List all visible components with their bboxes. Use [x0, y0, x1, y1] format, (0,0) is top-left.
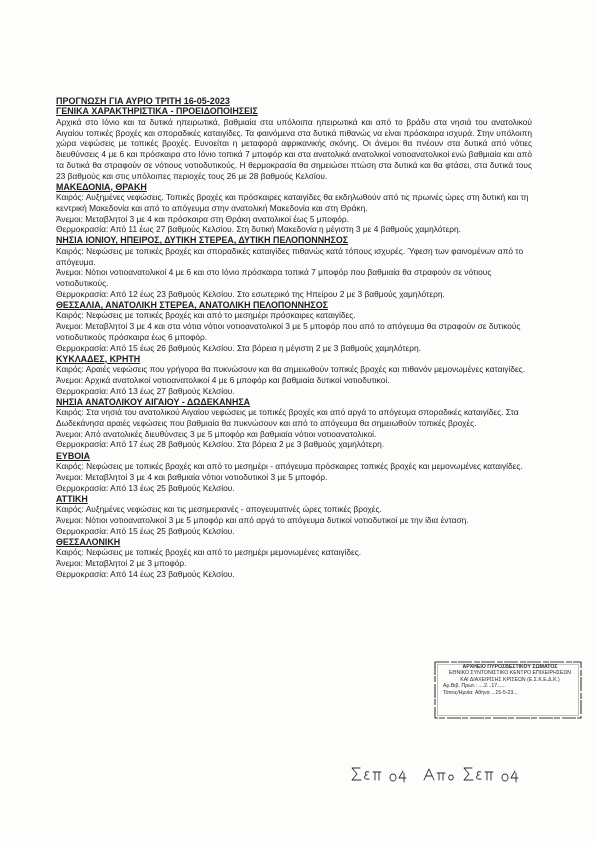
section-temperature: Θερμοκρασία: Από 15 έως 26 βαθμούς Κελσίου. Στα βόρεια η μέγιστη 2 με 3 βαθμούς χαμηλότερη. [56, 342, 421, 353]
section-weather: Καιρός: Αραιές νεφώσεις που γρήγορα θα πυκνώσουν και θα σημειωθούν τοπικές βροχές και πιθανόν μεμονωμένες καταιγίδες. [56, 364, 526, 375]
section-weather: Καιρός: Νεφώσεις με τοπικές βροχές και από το μεσημέρι μεμονωμένες καταιγίδες. [56, 547, 362, 558]
section-weather: Καιρός: Νεφώσεις με τοπικές βροχές και από το μεσημέρι - απόγευμα πρόσκαιρες τοπικές βροχές και μεμονωμένες καταιγίδες. [56, 461, 523, 472]
section-temperature: Θερμοκρασία: Από 11 έως 27 βαθμούς Κελσίου. Στη δυτική Μακεδονία η μέγιστη 3 με 4 βαθμούς χαμηλότερη. [56, 224, 461, 235]
section-weather: Καιρός: Νεφώσεις με τοπικές βροχές και από το μεσημέρι πρόσκαιρες καταιγίδες. [56, 310, 356, 321]
section-temperature: Θερμοκρασία: Από 15 έως 25 βαθμούς Κελσίου. [56, 525, 235, 536]
section-wind: Άνεμοι: Μεταβλητοί 3 με 4 και βαθμιαία νότιοι νοτιοδυτικοί 3 με 5 μποφόρ. [56, 471, 328, 482]
document-body [56, 96, 532, 579]
section-weather: Καιρός: Νεφώσεις με τοπικές βροχές και σποραδικές καταιγίδες πιθανώς κατά τόπους ισχυρές. Ύφεση των φαινομένων από το απόγευμα. [56, 245, 524, 267]
section-heading: ΝΗΣΙΑ ΑΝΑΤΟΛΙΚΟΥ ΑΙΓΑΙΟΥ - ΔΩΔΕΚΑΝΗΣΑ [56, 396, 251, 407]
section-wind: Άνεμοι: Μεταβλητοί 2 με 3 μποφόρ. [56, 558, 187, 569]
section-temperature: Θερμοκρασία: Από 14 έως 23 βαθμούς Κελσίου. [56, 568, 235, 579]
section-temperature: Θερμοκρασία: Από 17 έως 28 βαθμούς Κελσίου. Στα βόρεια 2 με 3 βαθμούς χαμηλότερη. [56, 439, 385, 450]
forecast-title: ΠΡΟΓΝΩΣΗ ΓΙΑ ΑΥΡΙΟ ΤΡΙΤΗ 16-05-2023 [56, 96, 230, 106]
section-weather: Καιρός: Αυξημένες νεφώσεις και τις μεσημεριανές - απογευματινές ώρες τοπικές βροχές. [56, 504, 382, 515]
section-weather: Καιρός: Στα νησιά του ανατολικού Αιγαίου νεφώσεις με τοπικές βροχές και από αργά το απόγευμα σποραδικές καταιγίδες. Στα Δωδεκάνησα αραιές νεφώσεις που βαθμιαία θα πυκνώσουν και από το απόγευμα θα σημειωθούν τοπικές βροχές. [56, 407, 519, 429]
section-heading: ΑΤΤΙΚΗ [56, 493, 88, 504]
section-wind: Άνεμοι: Από ανατολικές διευθύνσεις 3 με 5 μποφόρ και βαθμιαία νότιοι νοτιοανατολικοί. [56, 428, 377, 439]
section-wind: Άνεμοι: Μεταβλητοί 3 με 4 και πρόσκαιρα στη Θράκη ανατολικοί έως 5 μποφόρ. [56, 213, 349, 224]
section-heading: ΕΥΒΟΙΑ [56, 450, 91, 461]
section-wind: Άνεμοι: Νότιοι νοτιοανατολικοί 3 με 5 μποφόρ και από αργά το απόγευμα δυτικοί νοτιοδυτικοί με την ίδια ένταση. [56, 514, 469, 525]
general-paragraph: Αρχικά στο Ιόνιο και τα δυτικά ηπειρωτικά, βαθμιαία στα υπόλοιπα ηπειρωτικά και από το βράδυ στα νησιά του ανατολικού Αιγαίου τοπικές βροχές και σποραδικές καταιγίδες. Τα φαινόμενα στα δυτικά πιθανώς να είναι πρόσκαιρα ισχυρά. Στην υπόλοιπη χώρα νεφώσεις με τοπικές βροχές. Ευνοείται η μεταφορά αφρικανικής σκόνης. Οι άνεμοι θα πνέουν στα δυτικά από νότιες διευθύνσεις 4 με 6 και πρόσκαιρα στο Ιόνιο τοπικά 7 μποφόρ και στα ανατολικά ανατολικοί νοτιοανατολικοί ενώ βαθμιαία και από τα δυτικά θα στραφούν σε νότιους νοτιοδυτικούς. Η θερμοκρασία θα σημειώσει πτώση στα δυτικά και θα φτάσει, στα δυτικά τους 23 βαθμούς και στις υπόλοιπες περιοχές τους 26 με 28 βαθμούς Κελσίου. [56, 116, 532, 181]
stamp-line: Τόπος/Ημνία: Αθήνα ...15-5-23... [443, 689, 518, 696]
section-temperature: Θερμοκρασία: Από 13 έως 25 βαθμούς Κελσίου. [56, 482, 235, 493]
section-temperature: Θερμοκρασία: Από 12 έως 23 βαθμούς Κελσίου. Στο εσωτερικό της Ηπείρου 2 με 3 βαθμούς χαμηλότερη. [56, 288, 445, 299]
stamp-line: Αρ.Βιβ. Πρωτ.: ....2...17...... [443, 683, 506, 690]
stamp-line: ΚΑΙ ΔΙΑΧΕΙΡΙΣΗΣ ΚΡΙΣΕΩΝ (Ε.Σ.Κ.Ε.Δ.Κ.) [460, 676, 560, 683]
handwritten-note [346, 758, 536, 792]
section-heading: ΜΑΚΕΔΟΝΙΑ, ΘΡΑΚΗ [56, 181, 147, 192]
stamp-line: ΑΡΧΗΕΙΟ ΠΥΡΟΣΒΕΣΤΙΚΟΥ ΣΩΜΑΤΟΣ [462, 664, 558, 670]
section-temperature: Θερμοκρασία: Από 13 έως 27 βαθμούς Κελσίου. [56, 385, 235, 396]
section-wind: Άνεμοι: Αρχικά ανατολικοί νοτιοανατολικοί 4 με 6 μποφόρ και βαθμιαία δυτικοί νοτιοδυτικοί. [56, 374, 390, 385]
section-weather: Καιρός: Αυξημένες νεφώσεις. Τοπικές βροχές και πρόσκαιρες καταιγίδες θα εκδηλωθούν από τις πρωινές ώρες στη δυτική και τη κεντρική Μακεδονία και από το απόγευμα στην ανατολική Μακεδονία και στη Θράκη. [56, 192, 529, 213]
section-heading: ΚΥΚΛΑΔΕΣ, ΚΡΗΤΗ [56, 353, 141, 364]
section-heading: ΝΗΣΙΑ ΙΟΝΙΟΥ, ΗΠΕΙΡΟΣ, ΔΥΤΙΚΗ ΣΤΕΡΕΑ, ΔΥΤΙΚΗ ΠΕΛΟΠΟΝΝΗΣΟΣ [56, 235, 349, 246]
section-heading: ΘΕΣΣΑΛΟΝΙΚΗ [56, 536, 121, 547]
general-heading: ΓΕΝΙΚΑ ΧΑΡΑΚΤΗΡΙΣΤΙΚΑ - ΠΡΟΕΙΔΟΠΟΙΗΣΕΙΣ [56, 106, 258, 117]
archive-stamp-text [443, 664, 577, 696]
section-heading: ΘΕΣΣΑΛΙΑ, ΑΝΑΤΟΛΙΚΗ ΣΤΕΡΕΑ, ΑΝΑΤΟΛΙΚΗ ΠΕΛΟΠΟΝΝΗΣΟΣ [56, 299, 328, 310]
section-wind: Άνεμοι: Νότιοι νοτιοανατολικοί 4 με 6 και στο Ιόνιο πρόσκαιρα τοπικά 7 μποφόρ που βαθμιαία θα στραφούν σε νότιους νοτιοδυτικούς. [56, 267, 492, 289]
section-wind: Άνεμοι: Μεταβλητοί 3 με 4 και στα νότια νότιοι νοτιοανατολικοί 3 με 5 μποφόρ που από το απόγευμα θα στραφούν σε δυτικούς νοτιοδυτικούς πρόσκαιρα έως 6 μποφόρ. [56, 321, 521, 342]
stamp-line: ΕΘΝΙΚΟ ΣΥΝΤΟΝΙΣΤΙΚΟ ΚΕΝΤΡΟ ΕΠΙΧΕΙΡΗΣΕΩΝ [448, 670, 572, 677]
